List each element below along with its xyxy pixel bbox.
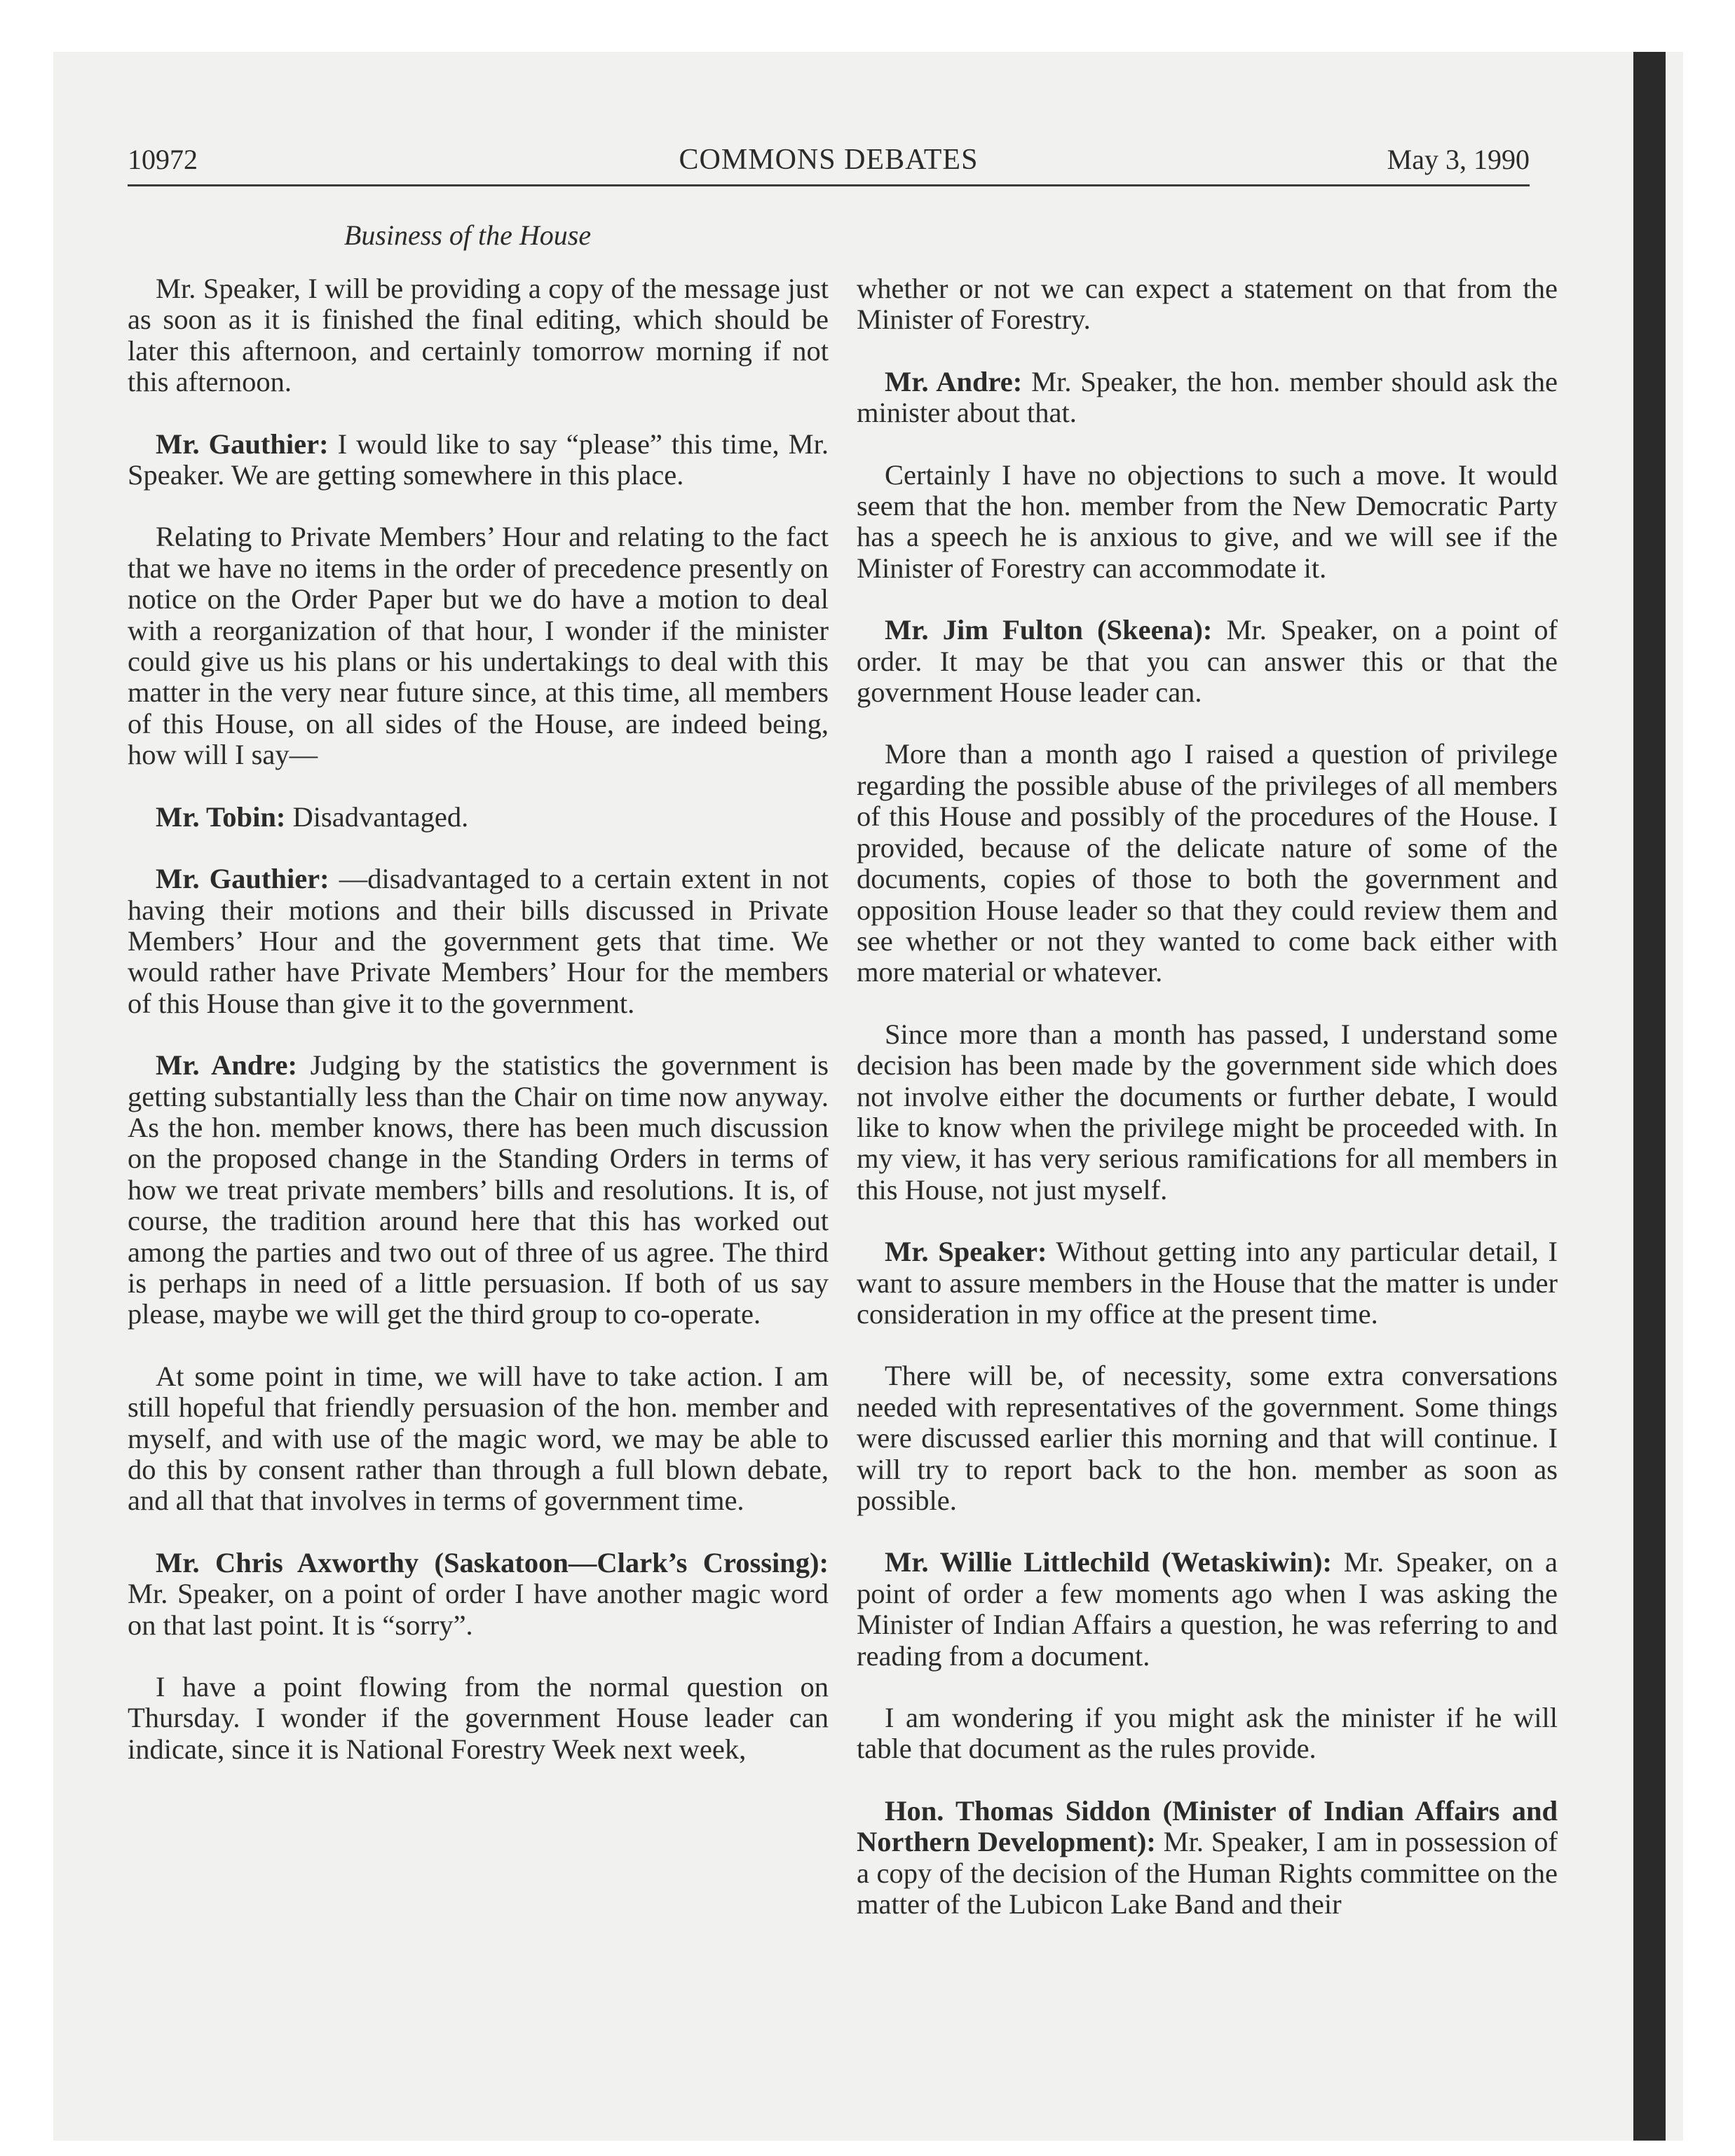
speaker-name: Mr. Speaker:	[885, 1236, 1047, 1268]
speech-paragraph: Mr. Andre: Judging by the statistics the government is getting substantially less than the Chair on time now anyway. As the hon. member knows, there has been much discussion on the proposed change in the Standing Orders in terms of how we treat private members’ bills and resolutions. It is, of course, the tradition around here that this has worked out among the parties and two out of three of us agree. The third is perhaps in need of a little persuasion. If both of us say please, maybe we will get the third group to co-operate.	[128, 1049, 829, 1330]
page-number: 10972	[128, 144, 198, 175]
section-title: Business of the House	[343, 219, 592, 251]
speech-paragraph: Mr. Willie Littlechild (Wetaskiwin): Mr. Speaker, on a point of order a few moments ago when I was asking the Minister of Indian Affairs a question, he was referring to and reading from a document.	[857, 1546, 1558, 1672]
paragraph: Relating to Private Members’ Hour and relating to the fact that we have no items in the order of precedence presently on notice on the Order Paper but we do have a motion to deal with a reorganization of that hour, I wonder if the minister could give us his plans or his undertakings to deal with this matter in the very near future since, at this time, all members of this House, on all sides of the House, are indeed being, how will I say—	[128, 521, 829, 771]
speaker-name: Mr. Willie Littlechild (Wetaskiwin):	[885, 1546, 1333, 1578]
speaker-name: Mr. Gauthier:	[156, 863, 329, 895]
speech-paragraph: Mr. Tobin: Disadvantaged.	[156, 800, 469, 833]
speaker-name: Mr. Andre:	[156, 1049, 297, 1082]
speaker-name: Mr. Andre:	[885, 365, 1023, 397]
speech-paragraph: Hon. Thomas Siddon (Minister of Indian Affairs and Northern Development): Mr. Speaker, I am in possession of a copy of the decision of the Human Rights committee on the matter of the Lubicon Lake Band and their	[857, 1794, 1558, 1920]
speech-paragraph: Mr. Jim Fulton (Skeena): Mr. Speaker, on a point of order. It may be that you can answer this or that the government House leader can.	[857, 614, 1558, 709]
scan-edge-shadow	[1633, 52, 1666, 2141]
speaker-name: Mr. Gauthier:	[156, 428, 329, 460]
paragraph: There will be, of necessity, some extra conversations needed with representatives of the government. Some things were discussed earlier this morning and that will continue. I will try to report back to the hon. member as soon as possible.	[857, 1360, 1558, 1516]
speech-paragraph: Mr. Chris Axworthy (Saskatoon—Clark’s Crossing): Mr. Speaker, on a point of order I have another magic word on that last point. It is “sorry”.	[128, 1546, 829, 1641]
page-header	[128, 143, 1530, 185]
paragraph: At some point in time, we will have to take action. I am still hopeful that friendly persuasion of the hon. member and myself, and with use of the magic word, we may be able to do this by consent rather than through a full blown debate, and all that that involves in terms of government time.	[128, 1360, 829, 1517]
speech-paragraph: Mr. Andre: Mr. Speaker, the hon. member should ask the minister about that.	[857, 365, 1558, 429]
paragraph: whether or not we can expect a statement on that from the Minister of Forestry.	[857, 273, 1558, 336]
speech-paragraph: Mr. Gauthier: I would like to say “please” this time, Mr. Speaker. We are getting somewhere in this place.	[128, 428, 829, 491]
publication-title: COMMONS DEBATES	[679, 144, 979, 176]
speaker-name: Hon. Thomas Siddon (Minister of Indian Affairs and Northern Development):	[857, 1794, 1558, 1858]
right-column	[857, 273, 1558, 1951]
header-rule	[128, 184, 1530, 186]
paragraph: Since more than a month has passed, I understand some decision has been made by the government side which does not involve either the documents or further debate, I would like to know when the privilege might be proceeded with. In my view, it has very serious ramifications for all members in this House, not just myself.	[857, 1018, 1558, 1206]
speech-paragraph: Mr. Gauthier: —disadvantaged to a certain extent in not having their motions and their bills discussed in Private Members’ Hour and the government gets that time. We would rather have Private Members’ Hour for the members of this House than give it to the government.	[128, 863, 829, 1019]
speaker-name: Mr. Tobin:	[156, 800, 286, 833]
publication-date: May 3, 1990	[1387, 144, 1530, 175]
paragraph: Mr. Speaker, I will be providing a copy of the message just as soon as it is finished the final editing, which should be later this afternoon, and certainly tomorrow morning if not this afternoon.	[128, 273, 829, 398]
speaker-name: Mr. Chris Axworthy (Saskatoon—Clark’s Crossing):	[156, 1546, 829, 1578]
paragraph: Certainly I have no objections to such a move. It would seem that the hon. member from the New Democratic Party has a speech he is anxious to give, and we will see if the Minister of Forestry can accommodate it.	[857, 458, 1558, 584]
paragraph: I am wondering if you might ask the minister if he will table that document as the rules provide.	[857, 1702, 1558, 1765]
left-column	[128, 273, 829, 1796]
speaker-name: Mr. Jim Fulton (Skeena):	[885, 614, 1213, 646]
paragraph: More than a month ago I raised a question of privilege regarding the possible abuse of the privileges of all members of this House and possibly of the procedures of the House. I provided, because of the delicate nature of some of the documents, copies of those to both the government and opposition House leader so that they could review them and see whether or not they wanted to come back either with more material or whatever.	[857, 738, 1558, 988]
paragraph: I have a point flowing from the normal question on Thursday. I wonder if the government House leader can indicate, since it is National Forestry Week next week,	[128, 1671, 829, 1765]
speech-paragraph: Mr. Speaker: Without getting into any particular detail, I want to assure members in the House that the matter is under consideration in my office at the present time.	[857, 1236, 1558, 1330]
